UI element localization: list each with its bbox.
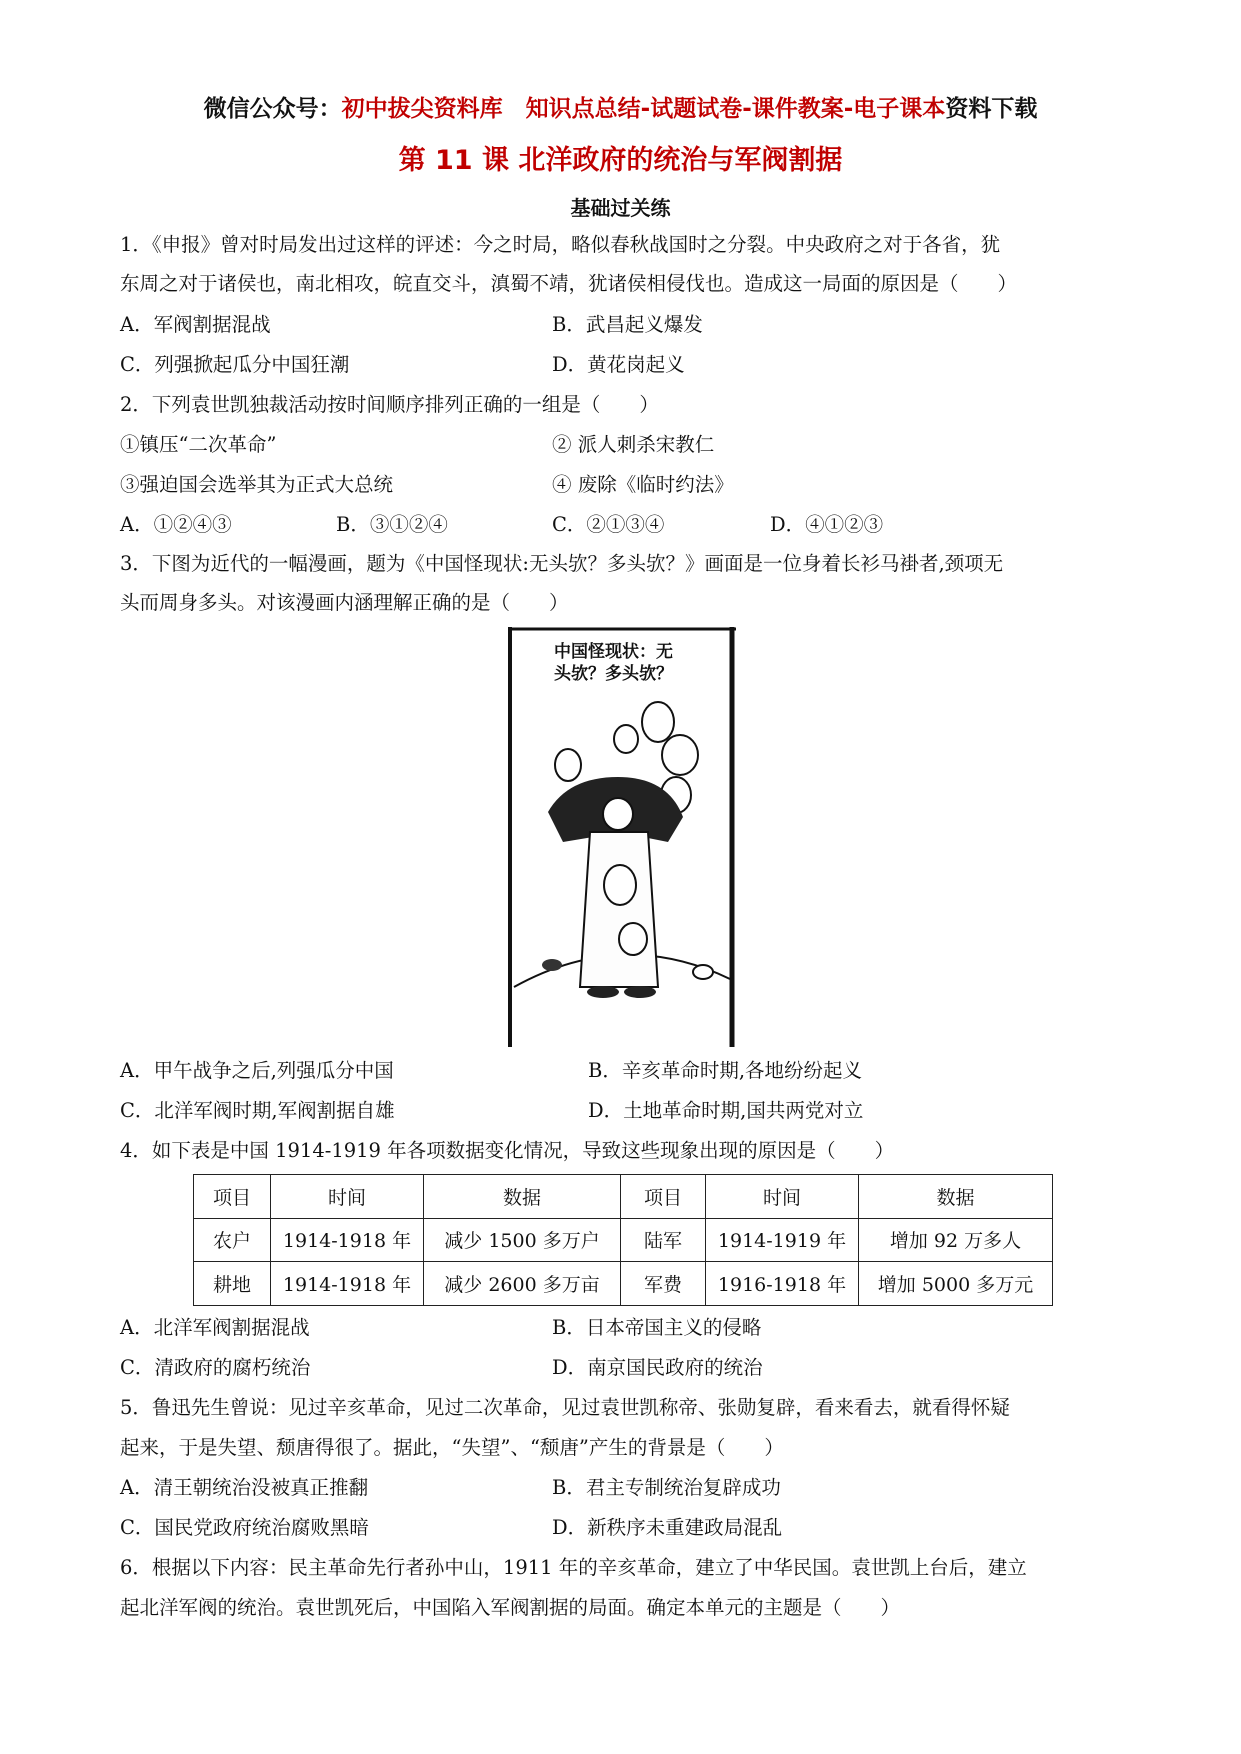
q4-option-b[interactable]: B．日本帝国主义的侵略 (552, 1316, 762, 1339)
body-head (619, 923, 647, 955)
q2-option-b[interactable]: B．③①②④ (336, 513, 448, 536)
q5-option-b[interactable]: B．君主专制统治复辟成功 (552, 1476, 781, 1499)
q2-event-4: ④ 废除《临时约法》 (552, 473, 734, 496)
q1-option-d[interactable]: D．黄花岗起义 (552, 353, 685, 376)
q3-option-d[interactable]: D．土地革命时期,国共两党对立 (588, 1099, 864, 1122)
q3-option-c[interactable]: C．北洋军阀时期,军阀割据自雄 (120, 1099, 395, 1122)
table-cell: 1914-1918 年 (271, 1218, 424, 1262)
cartoon-caption-line1: 中国怪现状：无 (554, 642, 673, 662)
figure-foot (624, 986, 656, 998)
q2-event-2: ② 派人刺杀宋教仁 (552, 433, 715, 456)
q3-option-a[interactable]: A．甲午战争之后,列强瓜分中国 (120, 1059, 394, 1082)
cartoon-drawing (508, 627, 736, 1047)
q2-event-3: ③强迫国会选举其为正式大总统 (120, 473, 394, 496)
table-cell: 耕地 (194, 1262, 271, 1306)
table-header-cell: 数据 (859, 1175, 1053, 1219)
q6-stem-line2: 起北洋军阀的统治。袁世凯死后，中国陷入军阀割据的局面。确定本单元的主题是（ ） (120, 1596, 901, 1619)
q3-stem-line1: 3．下图为近代的一幅漫画，题为《中国怪现状:无头欤？多头欤？》画面是一位身着长衫马褂者,颈项无 (120, 552, 1004, 575)
q4-option-d[interactable]: D．南京国民政府的统治 (552, 1356, 763, 1379)
table-header-row (194, 1175, 1053, 1219)
cartoon-image (508, 627, 736, 1047)
figure-gown (580, 832, 658, 987)
table-cell: 陆军 (621, 1218, 706, 1262)
q3-stem-line2: 头而周身多头。对该漫画内涵理解正确的是（ ） (120, 591, 569, 614)
q4-option-c[interactable]: C．清政府的腐朽统治 (120, 1356, 311, 1379)
q5-option-d[interactable]: D．新秩序未重建政局混乱 (552, 1516, 783, 1539)
q2-option-a[interactable]: A．①②④③ (120, 513, 232, 536)
q2-event-1: ①镇压“二次革命” (120, 433, 277, 456)
section-title: 基础过关练 (570, 196, 671, 220)
ground-object (542, 959, 562, 971)
q4-option-a[interactable]: A．北洋军阀割据混战 (120, 1316, 310, 1339)
q2-option-d[interactable]: D．④①②③ (770, 513, 884, 536)
header-red-text: 初中拔尖资料库 知识点总结-试题试卷-课件教案-电子课本 (341, 96, 946, 122)
table-row (194, 1262, 1053, 1306)
table-row (194, 1218, 1053, 1262)
floating-head (642, 702, 674, 742)
cartoon-caption-line2: 头欤？多头欤？ (554, 664, 673, 684)
header-suffix: 资料下载 (945, 96, 1038, 122)
q1-stem-line2: 东周之对于诸侯也，南北相攻，皖直交斗，滇蜀不靖，犹诸侯相侵伐也。造成这一局面的原因是（ ） (120, 272, 1018, 295)
body-head (604, 865, 636, 905)
q2-stem: 2．下列袁世凯独裁活动按时间顺序排列正确的一组是（ ） (120, 393, 659, 416)
q1-option-c[interactable]: C．列强掀起瓜分中国狂潮 (120, 353, 350, 376)
table-cell: 减少 2600 多万亩 (424, 1262, 621, 1306)
table-cell: 1914-1919 年 (706, 1218, 859, 1262)
q4-stem: 4．如下表是中国 1914-1919 年各项数据变化情况，导致这些现象出现的原因是（ ） (120, 1139, 895, 1162)
q4-data-table (193, 1174, 1053, 1306)
header-prefix: 微信公众号： (203, 96, 342, 122)
q1-option-a[interactable]: A．军阀割据混战 (120, 313, 271, 336)
table-cell: 军费 (621, 1262, 706, 1306)
figure-foot (587, 986, 619, 998)
body-head (603, 798, 633, 830)
table-cell: 增加 92 万多人 (859, 1218, 1053, 1262)
floating-head (555, 749, 581, 781)
table-cell: 增加 5000 多万元 (859, 1262, 1053, 1306)
table-header-cell: 项目 (621, 1175, 706, 1219)
table-header-cell: 时间 (706, 1175, 859, 1219)
table-header-cell: 数据 (424, 1175, 621, 1219)
q6-stem-line1: 6．根据以下内容：民主革命先行者孙中山，1911 年的辛亥革命，建立了中华民国。袁世凯上台后，建立 (120, 1556, 1027, 1579)
q5-stem-line1: 5．鲁迅先生曾说：见过辛亥革命，见过二次革命，见过袁世凯称帝、张勋复辟，看来看去，就看得怀疑 (120, 1396, 1010, 1419)
lesson-title: 第 11 课 北洋政府的统治与军阀割据 (398, 145, 843, 176)
header-banner (0, 90, 1241, 123)
table-cell: 减少 1500 多万户 (424, 1218, 621, 1262)
table-cell: 农户 (194, 1218, 271, 1262)
q1-stem-line1: 1．《申报》曾对时局发出过这样的评述：今之时局，略似春秋战国时之分裂。中央政府之对于各省，犹 (120, 233, 1001, 256)
q2-option-c[interactable]: C．②①③④ (552, 513, 665, 536)
floating-head (614, 725, 638, 753)
ground-object (693, 965, 713, 979)
q5-option-a[interactable]: A．清王朝统治没被真正推翻 (120, 1476, 369, 1499)
table-cell: 1914-1918 年 (271, 1262, 424, 1306)
q3-option-b[interactable]: B．辛亥革命时期,各地纷纷起义 (588, 1059, 863, 1082)
q1-option-b[interactable]: B．武昌起义爆发 (552, 313, 703, 336)
table-header-cell: 项目 (194, 1175, 271, 1219)
floating-head (662, 735, 698, 775)
table-header-cell: 时间 (271, 1175, 424, 1219)
table-cell: 1916-1918 年 (706, 1262, 859, 1306)
q5-stem-line2: 起来，于是失望、颓唐得很了。据此，“失望”、“颓唐”产生的背景是（ ） (120, 1436, 784, 1459)
q5-option-c[interactable]: C．国民党政府统治腐败黑暗 (120, 1516, 369, 1539)
